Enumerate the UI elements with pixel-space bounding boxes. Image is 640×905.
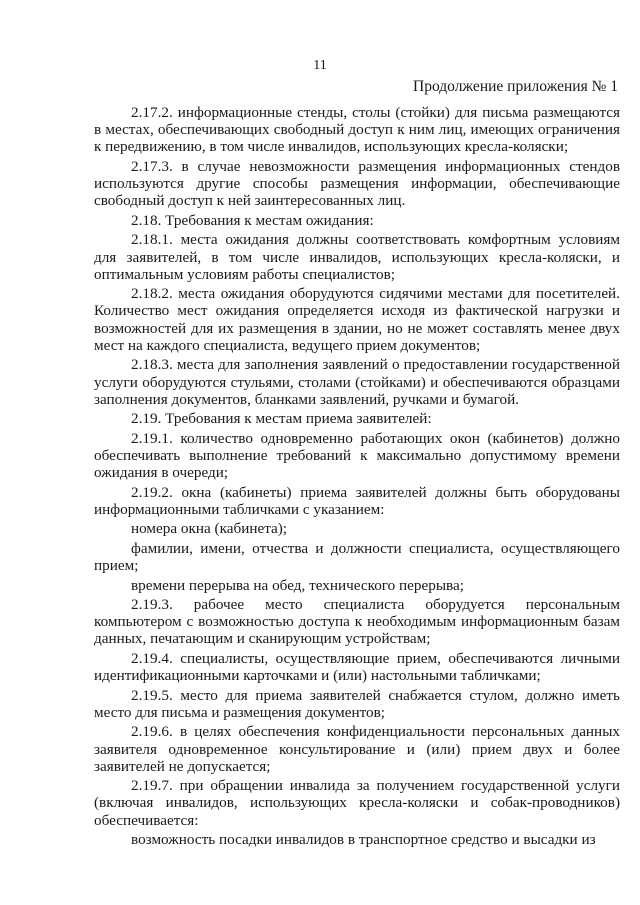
document-body: [94, 104, 620, 851]
appendix-continuation-note: Продолжение приложения № 1: [413, 78, 618, 95]
paragraph-2-19-2: 2.19.2. окна (кабинеты) приема заявителей должны быть оборудованы информационными табличками с указанием:: [94, 483, 620, 518]
list-item-break-time: времени перерыва на обед, технического перерыва;: [131, 576, 464, 594]
paragraph-2-19-3: 2.19.3. рабочее место специалиста оборудуется персональным компьютером с возможностью доступа к необходимым информационным базам данных, печатающим и сканирующим устройствам;: [94, 596, 620, 648]
paragraph-2-19-1: 2.19.1. количество одновременно работающих окон (кабинетов) должно обеспечивать выполнение требований к максимально допустимому времени ожидания в очереди;: [94, 429, 620, 482]
paragraph-2-19-4: 2.19.4. специалисты, осуществляющие прием, обеспечиваются личными идентификационными карточками и (или) настольными табличками;: [94, 649, 620, 685]
paragraph-2-18-3: 2.18.3. места для заполнения заявлений о предоставлении государственной услуги оборудуются стульями, столами (стойками) и обеспечиваются образцами заполнения документов, бланками заявлений, ручками и бумагой.: [94, 356, 620, 408]
paragraph-2-18-1: 2.18.1. места ожидания должны соответствовать комфортным условиям для заявителей, в том числе инвалидов, использующих кресла-коляски, и оптимальным условиям работы специалистов;: [94, 231, 620, 283]
paragraph-2-18-2: 2.18.2. места ожидания оборудуются сидячими местами для посетителей. Количество мест ожидания определяется исходя из фактической нагрузки и возможностей для их размещения в здании, но не может составлять менее двух мест на каждого специалиста, ведущего прием документов;: [94, 285, 620, 354]
paragraph-2-17-3: 2.17.3. в случае невозможности размещения информационных стендов используются другие способы размещения информации, обеспечивающие свободный доступ к ней заинтересованных лиц.: [94, 157, 620, 210]
paragraph-2-17-2: 2.17.2. информационные стенды, столы (стойки) для письма размещаются в местах, обеспечивающих свободный доступ к ним лиц, имеющих ограничения к передвижению, в том числе инвалидов, использующих кресла-коляски;: [94, 104, 620, 156]
paragraph-2-19-6: 2.19.6. в целях обеспечения конфиденциальности персональных данных заявителя одновременное консультирование и (или) прием двух и более заявителей не допускается;: [94, 723, 620, 775]
paragraph-2-18-heading: 2.18. Требования к местам ожидания:: [131, 211, 374, 229]
paragraph-2-19-7: 2.19.7. при обращении инвалида за получением государственной услуги (включая инвалидов, использующих кресла-коляски и собак-проводников) обеспечивается:: [94, 777, 620, 829]
paragraph-2-19-heading: 2.19. Требования к местам приема заявителей:: [131, 410, 432, 428]
list-item-window-number: номера окна (кабинета);: [131, 520, 288, 538]
paragraph-2-19-5: 2.19.5. место для приема заявителей снабжается стулом, должно иметь место для письма и размещения документов;: [94, 686, 620, 721]
list-item-specialist-name: фамилии, имени, отчества и должности специалиста, осуществляющего прием;: [94, 539, 620, 575]
list-item-boarding-assistance: возможность посадки инвалидов в транспортное средство и высадки из: [131, 831, 596, 849]
page-number: 11: [313, 58, 327, 73]
